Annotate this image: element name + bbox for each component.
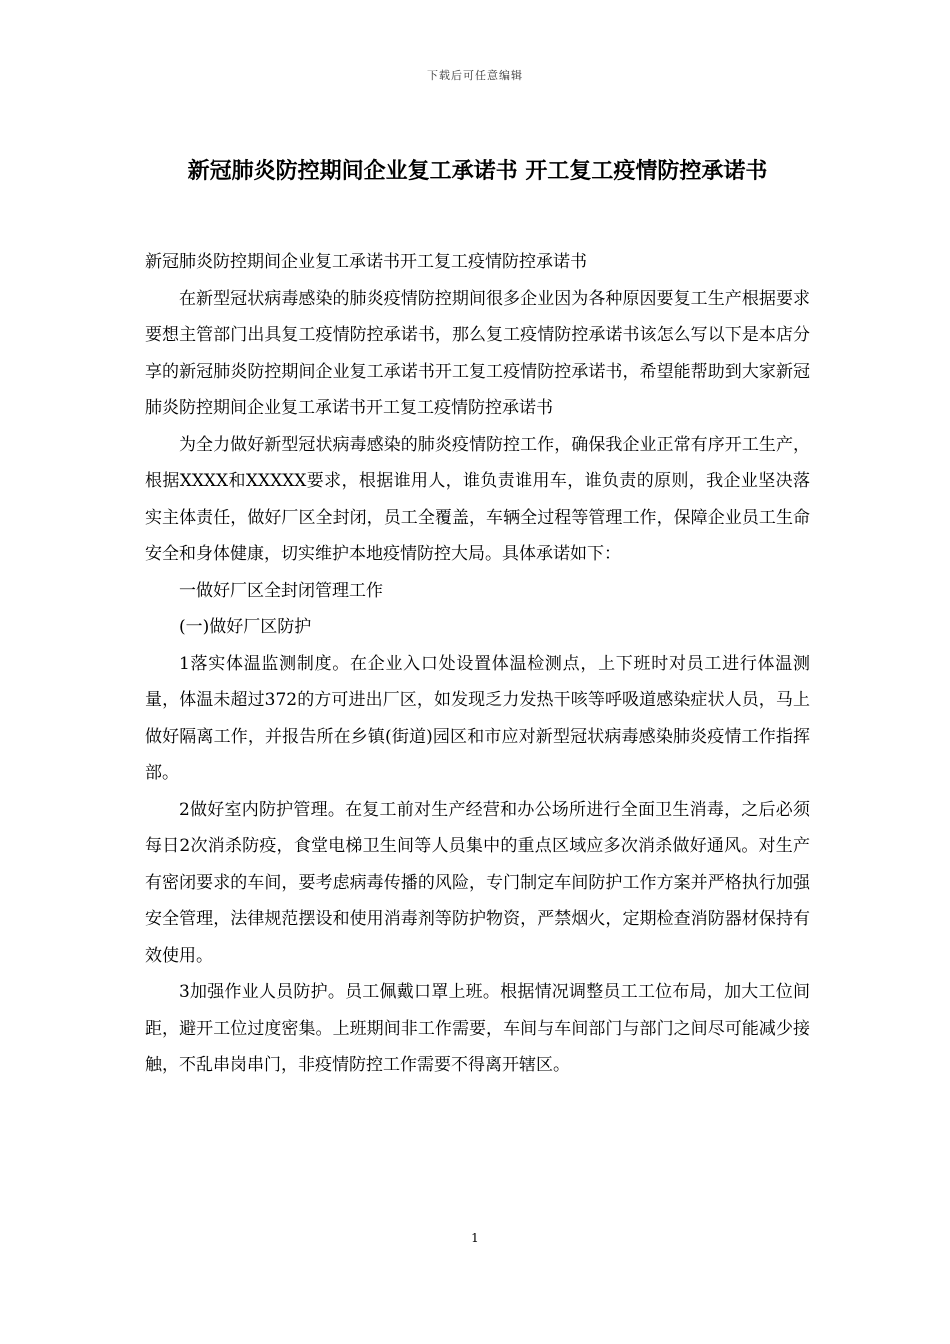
subsection-heading: (一)做好厂区防护 [179, 617, 312, 637]
body-paragraph: 3加强作业人员防护。员工佩戴口罩上班。根据情况调整员工工位布局，加大工位间距，避开工位过度密集。上班期间非工作需要，车间与车间部门与部门之间尽可能减少接触，不乱串岗串门，非疫情防控工作需要不得离开辖区。 [145, 982, 810, 1075]
document-title: 新冠肺炎防控期间企业复工承诺书 开工复工疫情防控承诺书 [187, 158, 768, 184]
body-paragraph: 在新型冠状病毒感染的肺炎疫情防控期间很多企业因为各种原因要复工生产根据要求要想主管部门出具复工疫情防控承诺书，那么复工疫情防控承诺书该怎么写以下是本店分享的新冠肺炎防控期间企业复工承诺书开工复工疫情防控承诺书，希望能帮助到大家新冠肺炎防控期间企业复工承诺书开工复工疫情防控承诺书 [145, 288, 810, 418]
body-paragraph: 为全力做好新型冠状病毒感染的肺炎疫情防控工作，确保我企业正常有序开工生产，根据XXXX和XXXXX要求，根据谁用人，谁负责谁用车，谁负责的原则，我企业坚决落实主体责任，做好厂区全封闭，员工全覆盖，车辆全过程等管理工作，保障企业员工生命安全和身体健康，切实维护本地疫情防控大局。具体承诺如下： [145, 434, 810, 564]
header-note: 下载后可任意编辑 [427, 69, 523, 82]
document-body [145, 244, 810, 1084]
section-heading: 一做好厂区全封闭管理工作 [179, 580, 383, 601]
page-number: 1 [471, 1231, 479, 1245]
body-paragraph: 2做好室内防护管理。在复工前对生产经营和办公场所进行全面卫生消毒，之后必须每日2次消杀防疫，食堂电梯卫生间等人员集中的重点区域应多次消杀做好通风。对生产有密闭要求的车间，要考虑病毒传播的风险，专门制定车间防护工作方案并严格执行加强安全管理，法律规范摆设和使用消毒剂等防护物资，严禁烟火，定期检查消防器材保持有效使用。 [145, 799, 810, 966]
body-paragraph: 1落实体温监测制度。在企业入口处设置体温检测点，上下班时对员工进行体温测量，体温未超过372的方可进出厂区，如发现乏力发热干咳等呼吸道感染症状人员，马上做好隔离工作，并报告所在乡镇(街道)园区和市应对新型冠状病毒感染肺炎疫情工作指挥部。 [145, 653, 810, 783]
body-paragraph: 新冠肺炎防控期间企业复工承诺书开工复工疫情防控承诺书 [145, 252, 587, 272]
